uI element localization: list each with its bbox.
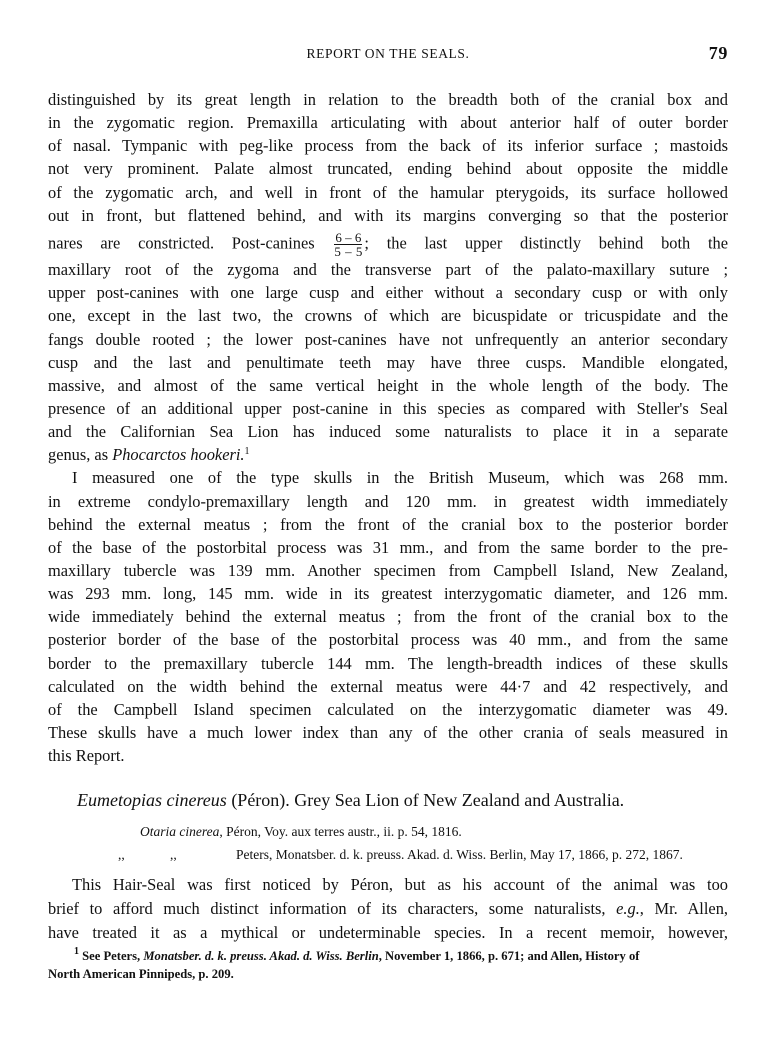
text-segment: These skulls have a much lower index than any of the other crania of seals measured in — [48, 723, 728, 742]
text-segment: behind the external meatus ; from the front of the cranial box to the posterior border — [48, 515, 728, 534]
text-segment: have treated it as a mythical or undeterminable species. In a recent memoir, however, — [48, 923, 728, 942]
text-segment: cusp and the last and penultimate teeth may have three cusps. Mandible elongated, — [48, 353, 728, 372]
text-segment: calculated on the width behind the external meatus were 44·7 and 42 respectively, and — [48, 677, 728, 696]
text-line — [48, 281, 728, 304]
footnote-line-1 — [74, 948, 639, 965]
text-line — [48, 559, 728, 582]
text-line — [48, 582, 728, 605]
text-line — [48, 374, 728, 397]
text-segment: was 293 mm. long, 145 mm. wide in its greatest interzygomatic diameter, and 126 mm. — [48, 584, 728, 603]
running-head: REPORT ON THE SEALS. — [306, 46, 470, 61]
text-segment: massive, and almost of the same vertical height in the whole length of the body. The — [48, 376, 728, 395]
text-line — [48, 536, 728, 559]
fraction-numerator: 6 – 6 — [335, 230, 362, 245]
text-segment: , Mr. Allen, — [639, 899, 728, 918]
text-line — [48, 230, 729, 259]
text-line — [48, 351, 728, 374]
text-segment: upper post-canines with one large cusp and either without a secondary cusp or with only — [48, 283, 728, 302]
text-segment: ; the last upper distinctly behind both the — [364, 233, 729, 253]
text-line — [48, 443, 728, 466]
text-line — [48, 466, 728, 489]
text-segment: of the base of the postorbital process was 31 mm., and from the same border to the pre- — [48, 538, 728, 557]
synonym-name: Otaria cinerea — [140, 824, 220, 839]
text-segment: maxillary tubercle was 139 mm. Another specimen from Campbell Island, New Zealand, — [48, 561, 728, 580]
text-segment: not very prominent. Palate almost truncated, ending behind about opposite the middle — [48, 159, 728, 178]
text-segment: of nasal. Tympanic with peg-like process from the back of its inferior surface ; mastoids — [48, 136, 728, 155]
text-line — [48, 675, 728, 698]
text-line — [48, 397, 728, 420]
text-segment: genus, as — [48, 445, 113, 464]
text-segment: nares are constricted. Post-canines — [48, 233, 333, 253]
ditto-mark: ,, — [118, 847, 125, 862]
text-segment: This Hair-Seal was first noticed by Péron, but as his account of the animal was too — [72, 875, 728, 894]
text-segment: one, except in the last two, the crowns of which are bicuspidate or tricuspidate and the — [48, 306, 728, 325]
text-segment: maxillary root of the zygoma and the transverse part of the palato-maxillary suture ; — [48, 260, 728, 279]
text-segment: of the zygomatic arch, and well in front of the hamular pterygoids, its surface hollowed — [48, 183, 728, 202]
text-segment: in extreme condylo-premaxillary length and 120 mm. in greatest width immediately — [48, 492, 728, 511]
text-line — [48, 181, 728, 204]
section-title-rest: (Péron). Grey Sea Lion of New Zealand and Australia. — [226, 790, 625, 810]
text-segment: border to the premaxillary tubercle 144 mm. The length-breadth indices of these skulls — [48, 654, 728, 673]
text-segment: fangs double rooted ; the lower post-canines have not unfrequently an anterior secondary — [48, 330, 728, 349]
text-segment: wide immediately behind the external meatus ; from the front of the cranial box to the — [48, 607, 728, 626]
text-line — [48, 652, 728, 675]
text-line — [48, 873, 728, 896]
text-line — [48, 698, 728, 721]
text-segment: I measured one of the type skulls in the British Museum, which was 268 mm. — [72, 468, 728, 487]
text-line — [48, 258, 728, 281]
text-segment: of the Campbell Island specimen calculated on the interzygomatic diameter was 49. — [48, 700, 728, 719]
synonymy-line-2: Peters, Monatsber. d. k. preuss. Akad. d. Wiss. Berlin, May 17, 1866, p. 272, 1867. — [236, 847, 683, 862]
text-line — [48, 897, 728, 920]
text-line — [48, 157, 728, 180]
text-line — [48, 88, 728, 111]
text-line — [48, 420, 728, 443]
text-segment: in the zygomatic region. Premaxilla articulating with about anterior half of outer border — [48, 113, 728, 132]
text-line — [48, 304, 728, 327]
section-title — [77, 789, 624, 812]
page-number: 79 — [708, 43, 728, 63]
text-segment: presence of an additional upper post-canine in this species as compared with Steller's Seal — [48, 399, 728, 418]
text-line — [48, 628, 728, 651]
footnote-ref: 1 — [244, 446, 250, 457]
text-segment: e.g. — [616, 899, 640, 918]
text-line — [48, 721, 728, 744]
text-line — [48, 490, 728, 513]
footnote-marker: 1 — [74, 946, 79, 957]
footnote-journal: Monatsber. d. k. preuss. Akad. d. Wiss. Berlin — [143, 949, 379, 963]
text-line — [48, 513, 728, 536]
text-line — [48, 605, 728, 628]
fraction-denominator: 5 – 5 — [334, 244, 363, 259]
text-segment: and the Californian Sea Lion has induced some naturalists to place it in a separate — [48, 422, 728, 441]
text-segment: this Report. — [48, 746, 125, 765]
text-line — [48, 921, 728, 944]
text-line — [48, 744, 728, 767]
footnote-text: , November 1, 1866, p. 671; and Allen, History of — [378, 949, 640, 963]
text-segment: brief to afford much distinct information of its characters, some naturalists, — [48, 899, 617, 918]
fraction — [334, 231, 362, 258]
footnote-text: See Peters, — [79, 949, 144, 963]
text-segment: distinguished by its great length in relation to the breadth both of the cranial box and — [48, 90, 728, 109]
footnote-line-2: North American Pinnipeds, p. 209. — [48, 967, 234, 981]
text-segment: Phocarctos hookeri. — [112, 445, 245, 464]
species-name: Eumetopias cinereus — [77, 790, 227, 810]
ditto-mark: ,, — [170, 847, 177, 862]
text-line — [48, 328, 728, 351]
text-line — [48, 111, 728, 134]
text-line — [48, 204, 728, 227]
text-line — [48, 134, 728, 157]
synonymy-line-1 — [140, 823, 462, 841]
synonym-citation: , Péron, Voy. aux terres austr., ii. p. 54, 1816. — [219, 824, 462, 839]
text-segment: out in front, but flattened behind, and with its margins converging so that the posterior — [48, 206, 728, 225]
text-segment: posterior border of the base of the postorbital process was 40 mm., and from the same — [48, 630, 728, 649]
